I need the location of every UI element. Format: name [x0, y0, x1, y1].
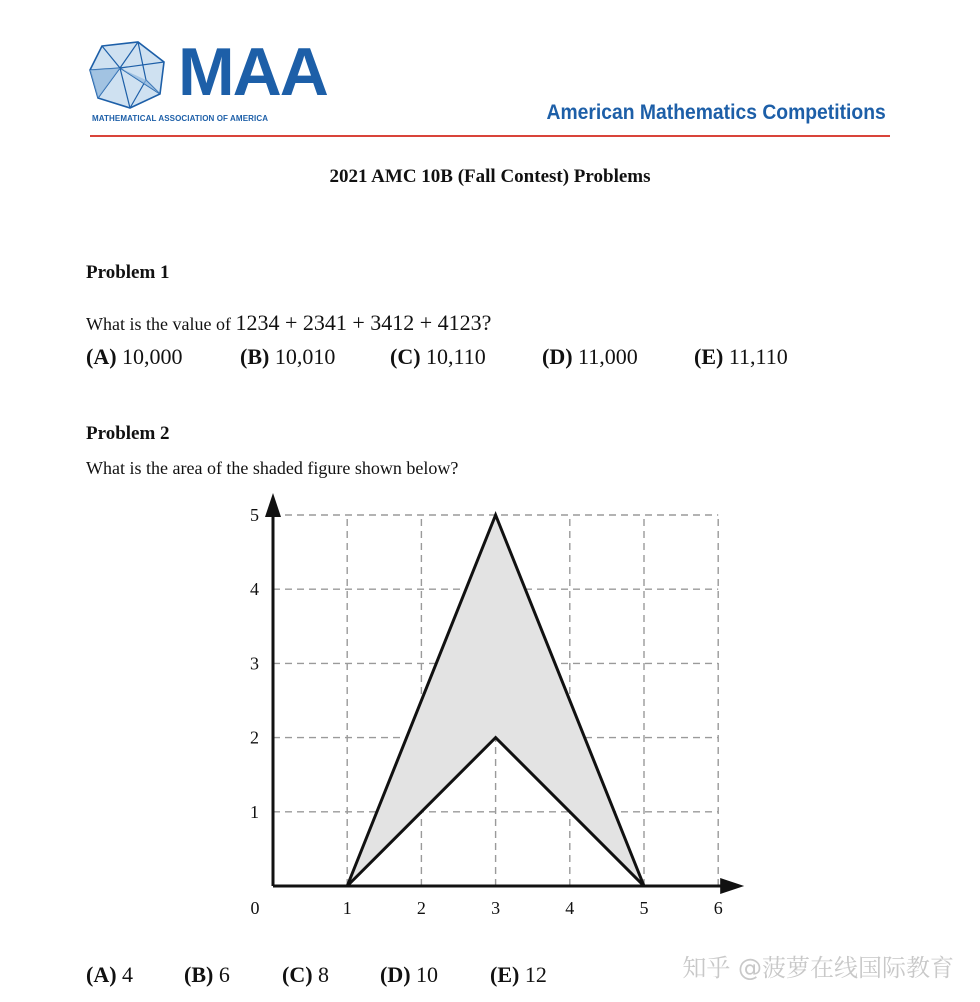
x-tick-label: 2 — [416, 898, 426, 918]
problem-1-question — [86, 310, 491, 336]
choice-a: (A) 4 — [86, 962, 134, 987]
maa-logo — [88, 40, 172, 112]
y-tick-label: 5 — [250, 505, 259, 525]
x-tick-label: 0 — [250, 898, 260, 918]
problem-1-expression: 1234 + 2341 + 3412 + 4123? — [235, 310, 492, 335]
document-title: 2021 AMC 10B (Fall Contest) Problems — [329, 166, 651, 187]
x-tick-label: 1 — [342, 898, 352, 918]
shaded-figure-plot — [0, 490, 980, 930]
header-title: American Mathematics Competitions — [546, 101, 886, 124]
problem-2-question: What is the area of the shaded figure shown below? — [86, 458, 459, 478]
y-tick-label: 3 — [250, 653, 259, 674]
maa-logo-icon — [88, 40, 172, 112]
shaded-polygon — [347, 515, 644, 886]
choice-c: (C) 8 — [282, 962, 330, 987]
choice-e: (E) 12 — [490, 962, 547, 987]
choice-b: (B) 6 — [184, 962, 230, 987]
choice-d: (D) 10 — [380, 962, 439, 987]
choice-d: (D) 11,000 — [542, 344, 638, 369]
header-divider — [90, 135, 890, 137]
choice-c: (C) 10,110 — [390, 344, 486, 369]
x-axis-arrow-icon — [720, 878, 744, 894]
x-tick-label: 5 — [639, 898, 649, 918]
watermark: 知乎 @菠萝在线国际教育 — [682, 954, 954, 982]
x-tick-label: 6 — [713, 898, 723, 918]
problem-1-heading: Problem 1 — [86, 262, 170, 283]
y-tick-label: 2 — [250, 727, 259, 748]
y-axis-arrow-icon — [265, 493, 281, 517]
y-tick-label: 1 — [250, 801, 259, 822]
x-tick-label: 3 — [491, 898, 501, 918]
choice-b: (B) 10,010 — [240, 344, 336, 369]
logo-subtitle: MATHEMATICAL ASSOCIATION OF AMERICA — [92, 114, 269, 123]
problem-2-heading: Problem 2 — [86, 423, 170, 444]
choice-a: (A) 10,000 — [86, 344, 183, 369]
problem-1-question-text: What is the value of — [86, 314, 231, 334]
logo-text: MAA — [178, 34, 327, 110]
y-tick-label: 4 — [250, 579, 259, 600]
x-tick-label: 4 — [565, 898, 575, 918]
choice-e: (E) 11,110 — [694, 344, 788, 369]
